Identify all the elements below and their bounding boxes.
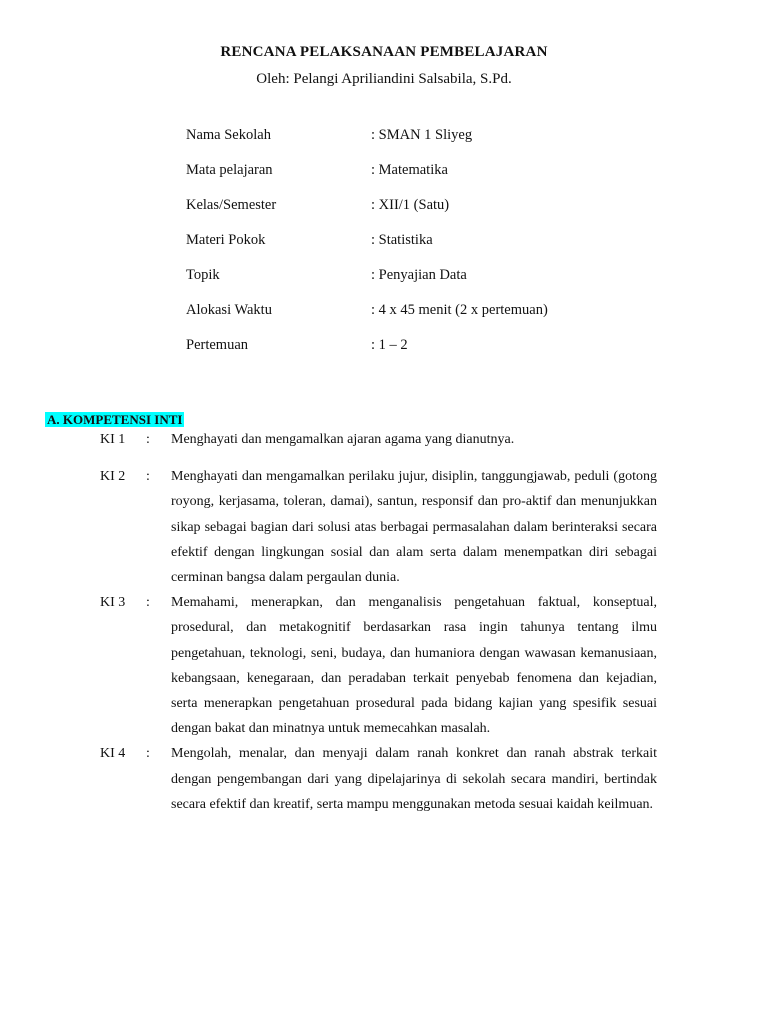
identity-value: : SMAN 1 Sliyeg (371, 127, 473, 143)
ki-code: KI 2 (100, 469, 126, 485)
list-item (100, 741, 660, 817)
identity-table (186, 127, 606, 372)
identity-label: Topik (186, 267, 220, 283)
identity-value: : Matematika (371, 162, 448, 178)
ki-text: Menghayati dan mengamalkan ajaran agama yang dianutnya. (171, 432, 515, 447)
identity-row-main-material (186, 232, 606, 267)
identity-value: : 4 x 45 menit (2 x pertemuan) (371, 302, 548, 318)
identity-row-school (186, 127, 606, 162)
identity-row-class-semester (186, 197, 606, 232)
identity-row-topic (186, 267, 606, 302)
identity-row-subject (186, 162, 606, 197)
identity-row-time-allocation (186, 302, 606, 337)
ki-text: Memahami, menerapkan, dan menganalisis pengetahuan faktual, konseptual, prosedural, dan metakognitif berdasarkan rasa ingin tahunya tentang ilmu pengetahuan, teknologi, seni, budaya, dan humaniora dengan wawasan kemanusiaan, kebangsaan, kenegaraan, dan peradaban terkait penyebab fenomena dan kejadian, serta menerapkan pengetahuan prosedural pada bidang kajian yang spesifik sesuai dengan bakat dan minatnya untuk memecahkan masalah. (171, 595, 657, 737)
identity-value: : 1 – 2 (371, 337, 408, 353)
section-heading-core-competence: A. KOMPETENSI INTI (47, 412, 183, 427)
identity-label: Nama Sekolah (186, 127, 271, 143)
list-item (100, 427, 660, 452)
ki-colon: : (146, 469, 150, 485)
document-title: RENCANA PELAKSANAAN PEMBELAJARAN (220, 44, 548, 60)
ki-text: Mengolah, menalar, dan menyaji dalam ranah konkret dan ranah abstrak terkait dengan pengembangan dari yang dipelajarinya di sekolah secara mandiri, bertindak secara efektif dan kreatif, serta mampu menggunakan metoda sesuai kaidah keilmuan. (171, 746, 657, 812)
identity-value: : XII/1 (Satu) (371, 197, 450, 213)
ki-text: Menghayati dan mengamalkan perilaku jujur, disiplin, tanggungjawab, peduli (gotong royong, kerjasama, toleran, damai), santun, responsif dan pro-aktif dan menunjukkan sikap sebagai bagian dari solusi atas berbagai permasalahan dalam berinteraksi secara efektif dengan lingkungan sosial dan alam serta dalam menempatkan diri sebagai cerminan bangsa dalam pergaulan dunia. (171, 469, 657, 586)
ki-colon: : (146, 432, 150, 447)
identity-label: Materi Pokok (186, 232, 266, 248)
identity-label: Pertemuan (186, 337, 249, 353)
identity-value: : Penyajian Data (371, 267, 467, 283)
ki-code: KI 3 (100, 595, 126, 611)
list-item (100, 464, 660, 590)
identity-value: : Statistika (371, 232, 433, 248)
list-item (100, 590, 660, 741)
core-competence-list (100, 427, 660, 817)
ki-code: KI 1 (100, 432, 126, 447)
ki-code: KI 4 (100, 746, 126, 762)
ki-colon: : (146, 595, 150, 611)
identity-row-meeting (186, 337, 606, 372)
identity-label: Alokasi Waktu (186, 302, 272, 318)
document-author: Oleh: Pelangi Apriliandini Salsabila, S.Pd. (256, 71, 512, 87)
identity-label: Kelas/Semester (186, 197, 277, 213)
ki-colon: : (146, 746, 150, 762)
identity-label: Mata pelajaran (186, 162, 273, 178)
